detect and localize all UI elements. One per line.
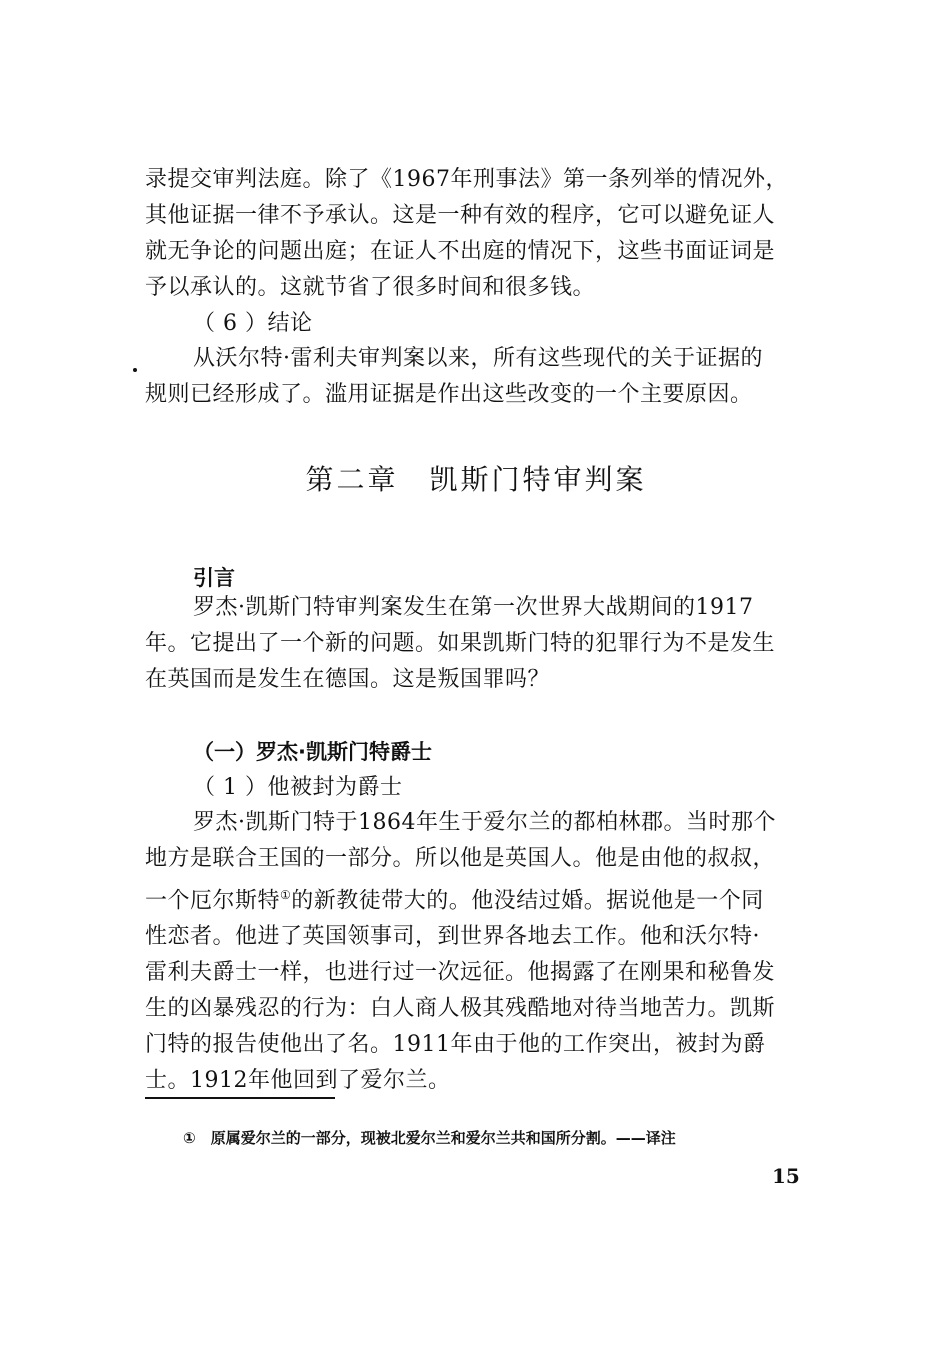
text-line: 士。1912年他回到了爱尔兰。 — [145, 1068, 451, 1094]
text-line: 雷利夫爵士一样，也进行过一次远征。他揭露了在刚果和秘鲁发 — [145, 960, 776, 986]
footnote-marker: ① — [280, 888, 292, 902]
text-line: 性恋者。他进了英国领事司，到世界各地去工作。他和沃尔特· — [145, 924, 760, 950]
text-line: 在英国而是发生在德国。这是叛国罪吗？ — [145, 667, 551, 692]
body-paragraph — [145, 805, 825, 1099]
text-line: 规则已经形成了。滥用证据是作出这些改变的一个主要原因。 — [145, 382, 753, 407]
text-line: 门特的报告使他出了名。1911年由于他的工作突出，被封为爵 — [145, 1032, 766, 1058]
intro-paragraph — [145, 590, 825, 698]
text-line — [145, 877, 825, 919]
chapter-title: 第二章 凯斯门特审判案 — [305, 463, 647, 496]
section-1-heading: （一）罗杰·凯斯门特爵士 — [193, 740, 432, 764]
text-line: 罗杰·凯斯门特审判案发生在第一次世界大战期间的1917 — [193, 595, 754, 620]
text-line: 录提交审判法庭。除了《1967年刑事法》第一条列举的情况外， — [145, 167, 788, 192]
section-1-heading-block — [145, 734, 825, 770]
footnote-divider — [145, 1097, 335, 1099]
text-line: 年。它提出了一个新的问题。如果凯斯门特的犯罪行为不是发生 — [145, 631, 776, 656]
text-line: 罗杰·凯斯门特于1864年生于爱尔兰的都柏林郡。当时那个 — [193, 810, 776, 835]
scan-speck — [133, 368, 137, 372]
page-number: 15 — [772, 1164, 800, 1188]
text-line: 就无争论的问题出庭；在证人不出庭的情况下，这些书面证词是 — [145, 239, 776, 264]
section-6-heading-block — [145, 306, 825, 342]
text-line: 地方是联合王国的一部分。所以他是英国人。他是由他的叔叔， — [145, 846, 776, 871]
intro-heading: 引言 — [193, 566, 235, 590]
sub-1-heading: （ 1 ）他被封为爵士 — [193, 775, 403, 800]
text-fragment: 一个厄尔斯特 — [145, 888, 281, 914]
section-6-heading: （ 6 ）结论 — [193, 311, 313, 336]
footnote: ① 原属爱尔兰的一部分，现被北爱尔兰和爱尔兰共和国所分割。——译注 — [183, 1129, 676, 1147]
conclusion-paragraph — [145, 341, 825, 413]
text-line: 其他证据一律不予承认。这是一种有效的程序，它可以避免证人 — [145, 203, 776, 228]
text-line: 生的凶暴残忍的行为：白人商人极其残酷地对待当地苦力。凯斯 — [145, 996, 776, 1022]
sub-1-heading-block — [145, 770, 825, 806]
text-line: 从沃尔特·雷利夫审判案以来，所有这些现代的关于证据的 — [193, 346, 763, 371]
top-paragraph — [145, 162, 825, 306]
text-line: 予以承认的。这就节省了很多时间和很多钱。 — [145, 275, 596, 300]
text-fragment: 的新教徒带大的。他没结过婚。据说他是一个同 — [291, 888, 764, 914]
